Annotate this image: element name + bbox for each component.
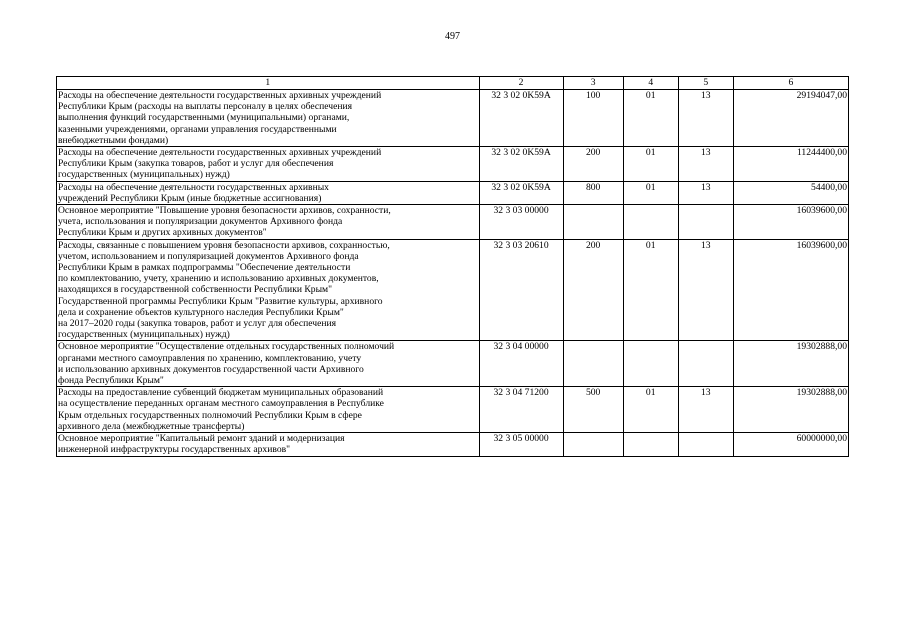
row-expense-type: 500: [563, 387, 623, 433]
row-target-code: 32 3 05 00000: [479, 433, 563, 456]
row-section: 01: [623, 387, 678, 433]
column-header-5: 5: [678, 77, 733, 90]
row-subsection: 13: [678, 239, 733, 341]
budget-table: [56, 76, 849, 457]
row-amount: 16039600,00: [733, 205, 848, 240]
row-target-code: 32 3 04 71200: [479, 387, 563, 433]
row-subsection: [678, 433, 733, 456]
row-section: 01: [623, 90, 678, 147]
row-target-code: 32 3 02 0K59A: [479, 181, 563, 204]
row-target-code: 32 3 04 00000: [479, 341, 563, 387]
row-amount: 54400,00: [733, 181, 848, 204]
table-row: [57, 147, 849, 182]
row-section: 01: [623, 239, 678, 341]
row-expense-type: 100: [563, 90, 623, 147]
row-target-code: 32 3 02 0K59A: [479, 147, 563, 182]
column-header-6: 6: [733, 77, 848, 90]
row-subsection: 13: [678, 147, 733, 182]
row-subsection: [678, 205, 733, 240]
column-header-1: 1: [57, 77, 480, 90]
row-expense-type: 200: [563, 147, 623, 182]
table-row: [57, 205, 849, 240]
row-expense-type: [563, 205, 623, 240]
row-amount: 60000000,00: [733, 433, 848, 456]
row-section: 01: [623, 147, 678, 182]
row-amount: 29194047,00: [733, 90, 848, 147]
row-name: Основное мероприятие "Капитальный ремонт зданий и модернизация инженерной инфраструктуры государственных архивов": [57, 433, 480, 456]
row-amount: 19302888,00: [733, 387, 848, 433]
table-row: [57, 239, 849, 341]
table-row: [57, 433, 849, 456]
column-header-2: 2: [479, 77, 563, 90]
row-name: Основное мероприятие "Осуществление отдельных государственных полномочий органами местного самоуправления по хранению, комплектованию, учету и использованию архивных документов государственной части Архивного фонда Республики Крым": [57, 341, 480, 387]
row-amount: 11244400,00: [733, 147, 848, 182]
table-row: [57, 387, 849, 433]
row-expense-type: [563, 433, 623, 456]
row-target-code: 32 3 03 20610: [479, 239, 563, 341]
row-expense-type: 200: [563, 239, 623, 341]
column-header-4: 4: [623, 77, 678, 90]
header-row: [57, 77, 849, 90]
row-expense-type: [563, 341, 623, 387]
page-number: 497: [445, 31, 460, 42]
row-name: Расходы на обеспечение деятельности государственных архивных учреждений Республики Крым (иные бюджетные ассигнования): [57, 181, 480, 204]
row-section: [623, 433, 678, 456]
row-name: Расходы на обеспечение деятельности государственных архивных учреждений Республики Крым (закупка товаров, работ и услуг для обеспечения государственных (муниципальных) нужд): [57, 147, 480, 182]
row-name: Основное мероприятие "Повышение уровня безопасности архивов, сохранности, учета, использования и популяризации документов Архивного фонда Республики Крым и других архивных документов": [57, 205, 480, 240]
row-name: Расходы, связанные с повышением уровня безопасности архивов, сохранностью, учетом, использованием и популяризацией документов Архивного фонда Республики Крым в рамках подпрограммы "Обеспечение деятельности по комплектованию, учету, хранению и использованию архивных документов, находящихся в государственной собственности Республики Крым" Государственной программы Республики Крым "Развитие культуры, архивного дела и сохранение объектов культурного наследия Республики Крым" на 2017–2020 годы (закупка товаров, работ и услуг для обеспечения государственных (муниципальных) нужд): [57, 239, 480, 341]
row-amount: 16039600,00: [733, 239, 848, 341]
row-target-code: 32 3 02 0K59A: [479, 90, 563, 147]
table-row: [57, 90, 849, 147]
row-amount: 19302888,00: [733, 341, 848, 387]
row-target-code: 32 3 03 00000: [479, 205, 563, 240]
row-name: Расходы на предоставление субвенций бюджетам муниципальных образований на осуществление переданных органам местного самоуправления в Республике Крым отдельных государственных полномочий Республики Крым в сфере архивного дела (межбюджетные трансферты): [57, 387, 480, 433]
row-section: [623, 341, 678, 387]
row-subsection: [678, 341, 733, 387]
row-section: [623, 205, 678, 240]
table-row: [57, 341, 849, 387]
row-subsection: 13: [678, 387, 733, 433]
row-name: Расходы на обеспечение деятельности государственных архивных учреждений Республики Крым (расходы на выплаты персоналу в целях обеспечения выполнения функций государственными (муниципальными) органами, казенными учреждениями, органами управления государственными внебюджетными фондами): [57, 90, 480, 147]
column-header-3: 3: [563, 77, 623, 90]
row-section: 01: [623, 181, 678, 204]
table-row: [57, 181, 849, 204]
row-subsection: 13: [678, 90, 733, 147]
row-expense-type: 800: [563, 181, 623, 204]
row-subsection: 13: [678, 181, 733, 204]
